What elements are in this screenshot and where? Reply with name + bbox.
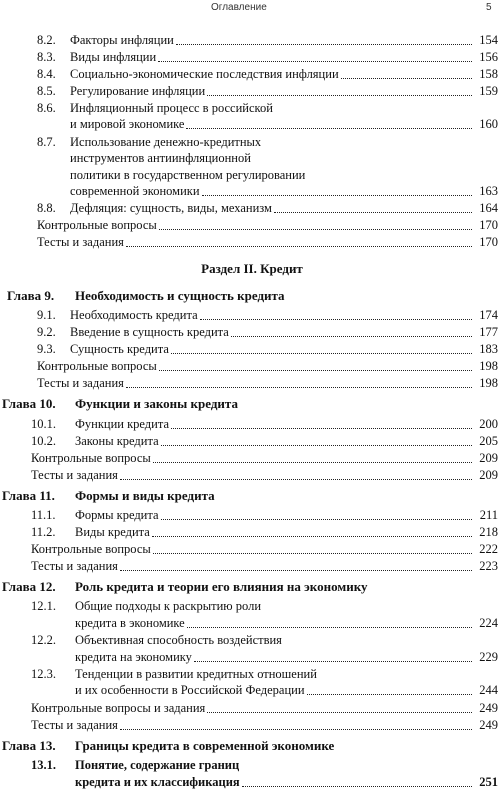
entry-title: инструментов антиинфляционной [70,151,251,166]
entry-number: 8.5. [37,84,56,98]
entry-page-number: 183 [479,342,498,357]
entry-title: Виды инфляции [70,50,157,64]
dot-leader [126,234,472,247]
chapter-title: Роль кредита и теории его влияния на экономику [75,579,368,594]
entry-page-number: 170 [479,235,498,250]
entry-page-number: 198 [479,376,498,391]
chapter-title: Границы кредита в современной экономике [75,737,335,753]
dot-leader [202,183,472,196]
toc-entry[interactable] [0,700,504,716]
dot-leader [171,341,472,354]
entry-title: Функции кредита [75,416,170,431]
entry-title: Тесты и задания [31,467,118,482]
dot-leader [231,324,472,337]
toc-entry[interactable] [0,717,504,733]
entry-title: Дефляция: сущность, виды, механизм [70,201,272,216]
entry-page-number: 251 [479,774,498,789]
chapter-heading[interactable] [0,396,504,412]
toc-entry[interactable] [0,83,504,99]
entry-page-number: 218 [479,525,498,539]
chapter-label: Глава 12. [2,579,56,594]
toc-entry[interactable] [0,524,504,540]
dot-leader [207,83,472,96]
entry-page-number: 160 [479,117,498,132]
dot-leader [341,66,472,79]
section-heading: Раздел II. Кредит [201,261,303,277]
toc-entry-continuation[interactable] [0,649,504,665]
entry-number: 11.2. [31,525,56,539]
entry-page-number: 209 [479,467,498,482]
toc-entry[interactable] [0,450,504,466]
dot-leader [171,416,472,429]
dot-leader [207,700,472,713]
entry-number: 13.1. [31,758,56,773]
entry-title: Сущность кредита [70,342,169,357]
dot-leader [194,649,472,662]
entry-title: Общие подходы к раскрытию роли [75,599,262,614]
entry-title: Законы кредита [75,433,159,448]
toc-entry[interactable] [0,341,504,357]
entry-page-number: 249 [479,700,498,715]
toc-entry[interactable] [0,433,504,449]
toc-entry-continuation[interactable] [0,615,504,631]
entry-title: и их особенности в Российской Федерации [75,683,305,698]
entry-number: 9.1. [37,308,56,323]
entry-title: Введение в сущность кредита [70,325,229,340]
toc-entry-continuation[interactable] [0,183,504,199]
dot-leader [159,217,472,230]
toc-entry[interactable] [0,217,504,233]
entry-number: 12.1. [31,599,56,614]
chapter-label: Глава 9. [7,287,55,303]
toc-entry[interactable] [0,541,504,557]
toc-entry[interactable] [0,234,504,250]
toc-entry[interactable] [0,134,504,150]
entry-page-number: 200 [479,416,498,431]
dot-leader [161,507,472,520]
dot-leader [126,375,472,388]
entry-title: Контрольные вопросы [37,359,157,374]
entry-page-number: 222 [479,542,498,556]
toc-entry[interactable] [0,632,504,648]
entry-number: 8.3. [37,50,56,64]
entry-page-number: 209 [479,450,498,465]
dot-leader [187,615,472,628]
entry-title: Контрольные вопросы [31,542,151,556]
page-number: 5 [486,2,492,13]
entry-title: Тесты и задания [37,376,124,391]
entry-title: Контрольные вопросы [37,218,157,233]
entry-number: 8.2. [37,33,56,47]
toc-entry[interactable] [0,307,504,323]
toc-entry[interactable] [0,375,504,391]
entry-title: Регулирование инфляции [70,84,206,98]
toc-entry[interactable] [0,416,504,432]
chapter-heading[interactable] [0,738,504,754]
dot-leader [242,774,472,787]
dot-leader [158,49,472,62]
toc-entry[interactable] [0,32,504,48]
running-title: Оглавление [211,2,267,13]
entry-number: 12.2. [31,633,56,648]
toc-entry[interactable] [0,358,504,374]
entry-page-number: 164 [479,201,498,216]
dot-leader [120,467,472,480]
dot-leader [120,717,472,730]
entry-title: кредита и их классификация [75,774,240,789]
entry-title: Тесты и задания [37,235,124,250]
toc-entry[interactable] [0,598,504,614]
chapter-title: Необходимость и сущность кредита [75,287,285,303]
chapter-heading[interactable] [0,288,504,304]
entry-title: Тенденции в развитии кредитных отношений [75,667,317,681]
entry-page-number: 156 [479,50,498,64]
entry-title: Использование денежно-кредитных [70,134,262,149]
toc-entry[interactable] [0,666,504,682]
toc-entry-continuation[interactable] [0,774,504,790]
toc-entry-continuation[interactable] [0,116,504,132]
entry-page-number: 159 [479,84,498,98]
toc-entry[interactable] [0,757,504,773]
dot-leader [159,358,472,371]
dot-leader [274,200,472,213]
entry-number: 10.1. [31,416,56,431]
dot-leader [120,558,472,571]
toc-entry[interactable] [0,558,504,574]
dot-leader [152,524,472,537]
toc-entry[interactable] [0,200,504,216]
toc-entry-continuation[interactable] [0,150,504,166]
dot-leader [153,450,472,463]
entry-page-number: 249 [479,717,498,732]
entry-page-number: 198 [479,359,498,374]
entry-title: Факторы инфляции [70,33,174,47]
dot-leader [161,433,472,446]
entry-number: 9.2. [37,325,56,340]
entry-title: Тесты и задания [31,559,118,573]
dot-leader [176,32,472,45]
entry-page-number: 211 [479,508,498,522]
entry-number: 12.3. [31,667,56,681]
entry-title: политики в государственном регулировании [70,167,306,182]
toc-entry[interactable] [0,467,504,483]
chapter-heading[interactable] [0,488,504,504]
entry-number: 11.1. [31,508,56,522]
entry-title: Виды кредита [75,525,150,539]
toc-entry[interactable] [0,324,504,340]
entry-page-number: 229 [479,649,498,664]
entry-number: 8.7. [37,134,56,149]
entry-page-number: 158 [479,67,498,81]
chapter-heading[interactable] [0,579,504,595]
dot-leader [200,307,472,320]
toc-entry[interactable] [0,66,504,82]
toc-entry-continuation[interactable] [0,682,504,698]
dot-leader [307,682,472,695]
entry-number: 8.6. [37,101,56,115]
entry-title: и мировой экономике [70,117,185,132]
entry-title: Тесты и задания [31,717,118,732]
chapter-title: Функции и законы кредита [75,396,238,412]
entry-number: 9.3. [37,342,56,357]
entry-title: Инфляционный процесс в российской [70,101,273,115]
entry-page-number: 224 [479,615,498,630]
chapter-label: Глава 13. [2,737,56,753]
entry-number: 10.2. [31,433,56,448]
entry-page-number: 163 [479,184,498,198]
entry-page-number: 174 [479,308,498,323]
entry-number: 8.8. [37,201,56,216]
entry-title: Контрольные вопросы [31,450,151,465]
page-header [0,2,504,14]
chapter-label: Глава 11. [2,487,55,503]
entry-page-number: 154 [479,33,498,47]
chapter-label: Глава 10. [2,396,56,412]
entry-title: кредита в экономике [75,615,185,630]
entry-title: Контрольные вопросы и задания [31,700,206,715]
toc-entry-continuation[interactable] [0,167,504,183]
entry-title: Понятие, содержание границ [75,758,240,773]
chapter-title: Формы и виды кредита [75,487,215,503]
entry-page-number: 170 [479,218,498,233]
entry-title: Социально-экономические последствия инфляции [70,67,339,81]
toc-entry[interactable] [0,507,504,523]
entry-title: Необходимость кредита [70,308,198,323]
entry-page-number: 205 [479,433,498,448]
toc-entry[interactable] [0,49,504,65]
entry-page-number: 223 [479,559,498,573]
toc-entry[interactable] [0,100,504,116]
dot-leader [186,116,472,129]
entry-title: современной экономики [70,184,200,198]
entry-number: 8.4. [37,67,56,81]
entry-title: Формы кредита [75,508,159,522]
entry-title: кредита на экономику [75,649,192,664]
entry-page-number: 177 [479,325,498,340]
dot-leader [153,541,472,554]
entry-title: Объективная способность воздействия [75,633,282,648]
entry-page-number: 244 [479,683,498,698]
